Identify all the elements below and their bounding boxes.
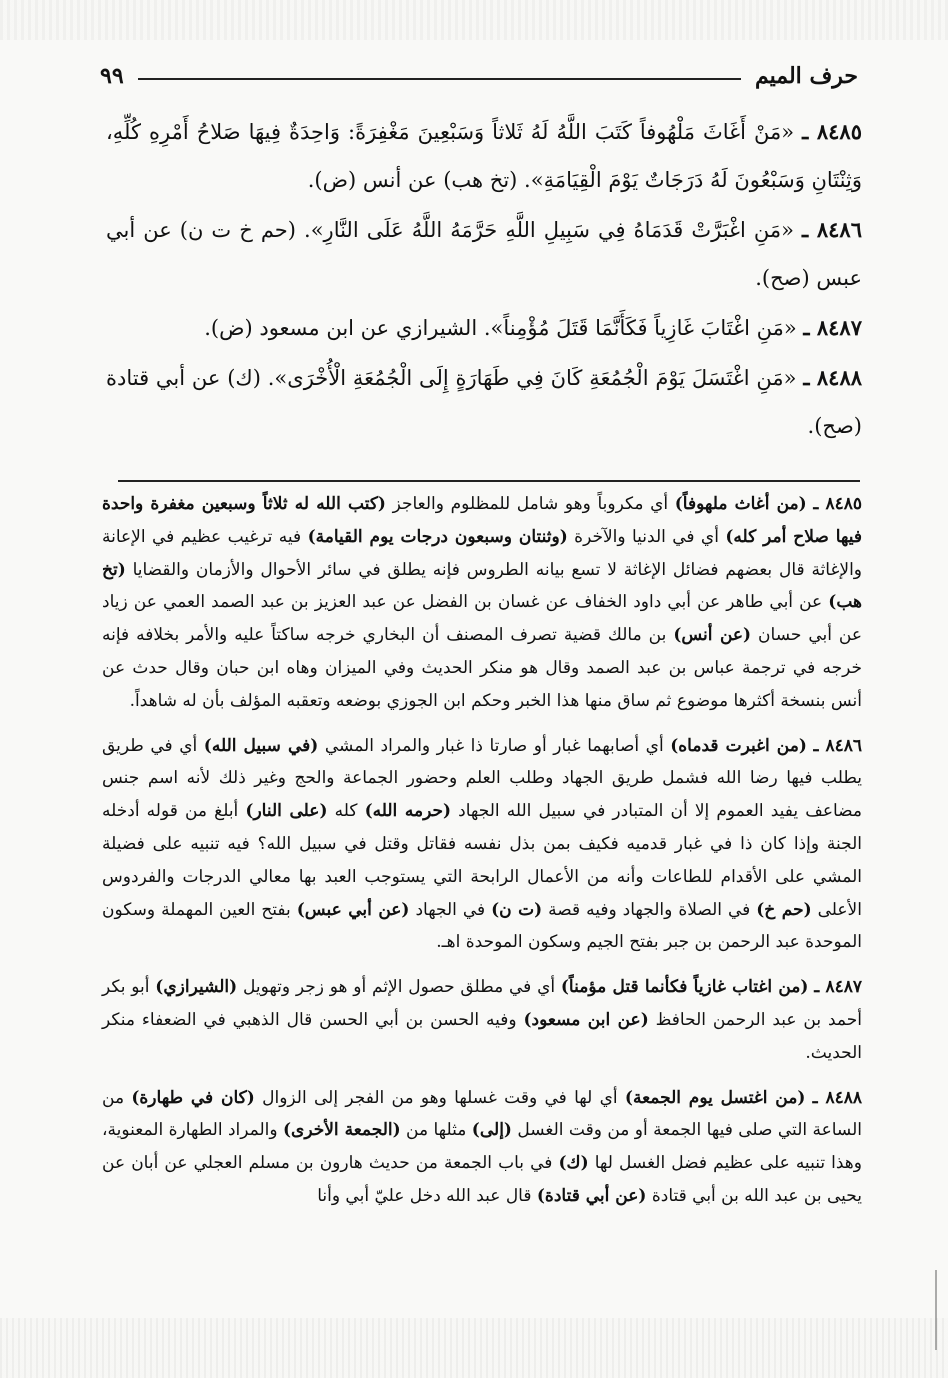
entry-number: ٨٤٨٥ ـ	[802, 119, 862, 144]
commentary-entry-8485	[102, 488, 862, 718]
narrator: (عن ابن مسعود)	[523, 1009, 649, 1030]
source-code: (تخ هب)	[102, 559, 862, 613]
explanation: أي في الدنيا والآخرة	[567, 526, 726, 547]
explanation: أي لها في وقت غسلها وهو من الفجر إلى الزوال	[254, 1087, 625, 1108]
quoted-phrase: (وثنتان وسبعون درجات يوم القيامة)	[307, 526, 568, 547]
entry-number: ٨٤٨٦ ـ	[802, 217, 862, 242]
commentary-entry-8488	[102, 1082, 862, 1213]
explanation: بفتح العين المهملة وسكون الموحدة عبد الرحمن بن جبر بفتح الجيم وسكون الموحدة اهـ.	[102, 899, 862, 953]
explanation: أبلغ من قوله أدخله الجنة وإذا كان ذا في غبار قدميه فكيف بمن بذل نفسه فقاتل وقتل في سبيل الله؟ فيه تنبيه على فضيلة المشي على الأقدام للطاعات وأنه من الأعمال الرابحة التي يستوجب العبد بها معالي الدرجات والفردوس الأعلى	[102, 801, 862, 920]
quoted-phrase: (في سبيل الله)	[203, 735, 319, 756]
entry-number: ٨٤٨٥ ـ	[813, 494, 862, 514]
explanation: في باب الجمعة من حديث هارون بن مسلم العجلي عن أبان عن يحيى بن عبد الله بن أبي قتادة	[102, 1153, 862, 1206]
source-code: (حم خ)	[756, 899, 812, 920]
quoted-phrase: (حرمه الله)	[364, 801, 452, 822]
explanation: من الساعة التي صلى فيها الجمعة أو من وقت الغسل	[102, 1087, 863, 1141]
source-code: (ك)	[558, 1153, 589, 1174]
explanation: أي في طريق يطلب فيها رضا الله فشمل طريق الجهاد وطلب العلم وحضور الجماعة والحج وغير ذلك لأنه اسم جنس مضاعف يفيد العموم إلا أن المتبادر في سبيل الله الجهاد	[102, 735, 862, 822]
narrator: (عن أبي عبس)	[296, 899, 410, 920]
explanation: في الصلاة والجهاد وفيه قصة	[542, 899, 757, 920]
hadith-source: الشيرازي عن ابن مسعود (ض).	[204, 316, 478, 340]
hadith-quote: «مَنْ أَغَاثَ مَلْهُوفاً كَتَبَ اللَّهُ لَهُ ثَلاثاً وَسَبْعِينَ مَغْفِرَةً: وَاحِدَةٌ فِيهَا صَلاحُ أَمْرِهِ كُلِّهِ، وَثِنْتَانِ وَسَبْعُونَ لَهُ دَرَجَاتٌ يَوْمَ الْقِيَامَةِ».	[106, 120, 862, 192]
quoted-phrase: (كتب الله له ثلاثاً وسبعين مغفرة واحدة فيها صلاح أمر كله)	[102, 494, 862, 547]
hadith-quote: «مَنِ اغْتَسَلَ يَوْمَ الْجُمُعَةِ كَانَ فِي طَهَارَةٍ إِلَى الْجُمُعَةِ الْأُخْرَى».	[267, 366, 797, 390]
explanation: أي أصابهما غبار أو صارتا ذا غبار والمراد المشي	[318, 735, 671, 756]
header-rule	[138, 78, 741, 80]
hadith-text	[106, 108, 862, 452]
explanation: أي مكروباً وهو شامل للمظلوم والعاجز	[385, 494, 675, 514]
entry-number: ٨٤٨٧ ـ	[803, 315, 862, 340]
entry-number: ٨٤٨٦ ـ	[813, 735, 863, 756]
page-number: ٩٩	[100, 63, 124, 89]
explanation: والمراد الطهارة المعنوية، وهذا تنبيه على عظيم فضل الغسل لها	[102, 1120, 862, 1174]
hadith-entry-8485	[106, 108, 862, 204]
source-code: (ت ن)	[491, 899, 543, 920]
quoted-phrase: (على النار)	[245, 801, 328, 822]
scan-noise-bottom	[0, 1318, 948, 1378]
quoted-phrase: (إلى)	[471, 1120, 512, 1141]
quoted-phrase: (من اغتاب غازياً فكأنما قتل مؤمناً)	[560, 977, 809, 998]
explanation: وفيه الحسن بن أبي الحسن قال الذهبي في الضعفاء منكر الحديث.	[102, 1009, 862, 1063]
entry-number: ٨٤٨٨ ـ	[803, 365, 863, 390]
hadith-quote: «مَنِ اغْبَرَّتْ قَدَمَاهُ فِي سَبِيلِ اللَّهِ حَرَّمَهُ اللَّهُ عَلَى النَّارِ».	[304, 218, 794, 242]
quoted-phrase: (من اغبرت قدماه)	[670, 735, 807, 756]
hadith-entry-8488	[106, 354, 862, 450]
scan-edge-mark	[935, 1270, 937, 1350]
scan-noise-top	[0, 0, 948, 40]
hadith-quote: «مَنِ اغْتَابَ غَازِياً فَكَأَنَّمَا قَتَلَ مُؤْمِناً».	[483, 316, 797, 340]
explanation: بن مالك قضية تصرف المصنف أن البخاري خرجه ساكتاً عليه والأمر بخلافه فإنه خرجه في ترجمة عباس بن عبد الصمد وقال هو منكر الحديث وفي الميزان وهاه ابن حبان وقال حدث عن أنس بنسخة أكثرها موضوع ثم ساق منها هذا الخبر وحكم ابن الجوزي بوضعه وتعقبه المؤلف بأن له شاهداً.	[102, 625, 862, 711]
quoted-phrase: (من أغاث ملهوفاً)	[674, 494, 807, 514]
commentary-entry-8487	[102, 971, 862, 1069]
hadith-source: (حم خ ت ن) عن أبي عبس (صح).	[106, 218, 862, 290]
commentary-text	[102, 488, 862, 1225]
section-divider	[118, 480, 860, 482]
quoted-phrase: (كان في طهارة)	[131, 1087, 255, 1108]
quoted-phrase: (من اغتسل يوم الجمعة)	[624, 1087, 806, 1108]
explanation: كله	[327, 801, 365, 822]
narrator: (عن أبي قتادة)	[536, 1185, 647, 1206]
explanation: أبو بكر أحمد بن عبد الرحمن الحافظ	[102, 977, 862, 1030]
explanation: فيه ترغيب عظيم في الإعانة والإغاثة قال بعضهم فضائل الإغاثة لا تسع بيانه الطروس فإنه يطلق في سائر الأحوال والأزمان والقضايا	[102, 526, 862, 580]
page-header	[100, 56, 858, 96]
hadith-entry-8486	[106, 206, 862, 302]
explanation: قال عبد الله دخل عليّ أبي وأنا	[317, 1185, 537, 1206]
running-title: حرف الميم	[754, 63, 858, 89]
entry-number: ٨٤٨٨ ـ	[812, 1087, 863, 1108]
entry-number: ٨٤٨٧ ـ	[814, 977, 863, 998]
explanation: أي في مطلق حصول الإثم أو هو زجر وتهويل	[237, 977, 561, 998]
quoted-phrase: (الجمعة الأخرى)	[283, 1120, 401, 1141]
explanation: في الجهاد	[409, 899, 492, 920]
commentary-entry-8486	[102, 730, 862, 960]
hadith-entry-8487	[106, 304, 862, 352]
hadith-source: (ك) عن أبي قتادة (صح).	[106, 366, 862, 438]
source-code: (الشيرازي)	[155, 977, 238, 998]
hadith-source: (تخ هب) عن أنس (ض).	[307, 168, 518, 192]
narrator: (عن أنس)	[673, 625, 752, 646]
explanation: مثلها من	[400, 1120, 472, 1141]
explanation: عن أبي طاهر عن أبي داود الخفاف عن غسان بن الفضل عن عبد العزيز بن عبد الصمد العمي عن زياد عن أبي حسان	[102, 592, 863, 646]
